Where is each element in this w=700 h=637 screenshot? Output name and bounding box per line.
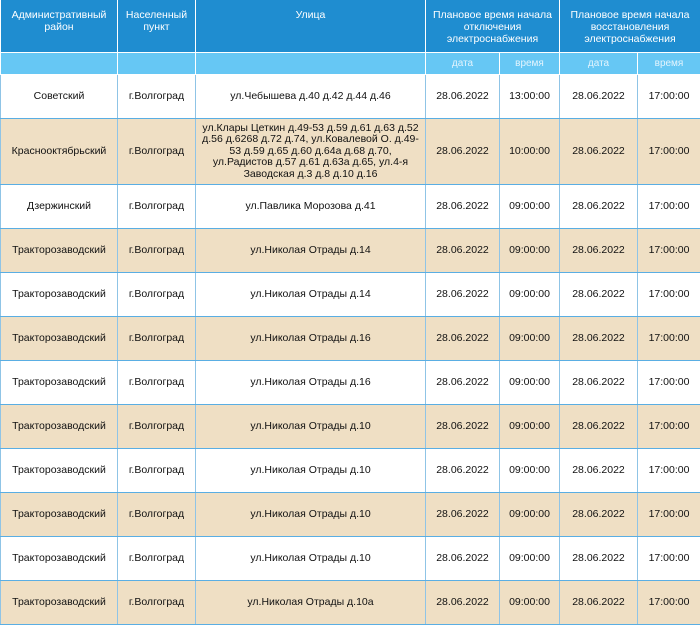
cell-district: Тракторозаводский	[1, 537, 118, 581]
cell-off-date: 28.06.2022	[426, 405, 500, 449]
cell-off-date: 28.06.2022	[426, 229, 500, 273]
cell-off-time: 09:00:00	[500, 493, 560, 537]
cell-off-time: 09:00:00	[500, 185, 560, 229]
header-off-time: Плановое время начала отключения электроснабжения	[426, 0, 560, 53]
cell-off-time: 09:00:00	[500, 537, 560, 581]
cell-on-time: 17:00:00	[638, 119, 700, 185]
table-row	[1, 273, 700, 317]
table-body	[1, 75, 700, 625]
table-row	[1, 361, 700, 405]
cell-locality: г.Волгоград	[118, 273, 196, 317]
cell-street: ул.Николая Отрады д.14	[196, 229, 426, 273]
table-row	[1, 229, 700, 273]
table-row	[1, 317, 700, 361]
cell-off-date: 28.06.2022	[426, 361, 500, 405]
cell-off-date: 28.06.2022	[426, 581, 500, 625]
cell-on-date: 28.06.2022	[560, 405, 638, 449]
cell-on-time: 17:00:00	[638, 273, 700, 317]
cell-district: Тракторозаводский	[1, 493, 118, 537]
cell-on-time: 17:00:00	[638, 361, 700, 405]
table-row	[1, 75, 700, 119]
cell-street: ул.Николая Отрады д.10	[196, 405, 426, 449]
cell-locality: г.Волгоград	[118, 317, 196, 361]
cell-on-time: 17:00:00	[638, 537, 700, 581]
cell-off-time: 09:00:00	[500, 581, 560, 625]
subheader-empty	[196, 53, 426, 75]
table-row	[1, 449, 700, 493]
cell-district: Тракторозаводский	[1, 405, 118, 449]
cell-locality: г.Волгоград	[118, 229, 196, 273]
cell-street: ул.Клары Цеткин д.49-53 д.59 д.61 д.63 д.52 д.56 д.6268 д.72 д.74, ул.Ковалевой О. д.49-53 д.59 д.65 д.60 д.64а д.68 д.70, ул.Радистов д.57 д.61 д.63а д.65, ул.4-я Заводская д.3 д.8 д.10 д.16	[196, 119, 426, 185]
cell-street: ул.Николая Отрады д.10	[196, 537, 426, 581]
cell-on-time: 17:00:00	[638, 493, 700, 537]
cell-on-date: 28.06.2022	[560, 537, 638, 581]
cell-street: ул.Николая Отрады д.14	[196, 273, 426, 317]
cell-off-time: 09:00:00	[500, 317, 560, 361]
cell-district: Тракторозаводский	[1, 361, 118, 405]
cell-district: Тракторозаводский	[1, 581, 118, 625]
table-row	[1, 185, 700, 229]
table-row	[1, 537, 700, 581]
cell-on-time: 17:00:00	[638, 75, 700, 119]
cell-locality: г.Волгоград	[118, 75, 196, 119]
cell-street: ул.Николая Отрады д.16	[196, 317, 426, 361]
cell-off-time: 09:00:00	[500, 273, 560, 317]
cell-off-date: 28.06.2022	[426, 185, 500, 229]
cell-district: Краснооктябрьский	[1, 119, 118, 185]
cell-off-date: 28.06.2022	[426, 493, 500, 537]
cell-on-date: 28.06.2022	[560, 273, 638, 317]
cell-off-date: 28.06.2022	[426, 119, 500, 185]
cell-off-date: 28.06.2022	[426, 449, 500, 493]
cell-district: Тракторозаводский	[1, 449, 118, 493]
cell-district: Тракторозаводский	[1, 273, 118, 317]
subheader-row	[1, 53, 700, 75]
table-row	[1, 119, 700, 185]
cell-street: ул.Павлика Морозова д.41	[196, 185, 426, 229]
table-row	[1, 493, 700, 537]
cell-off-date: 28.06.2022	[426, 273, 500, 317]
cell-off-time: 09:00:00	[500, 405, 560, 449]
cell-street: ул.Николая Отрады д.16	[196, 361, 426, 405]
cell-on-time: 17:00:00	[638, 405, 700, 449]
cell-locality: г.Волгоград	[118, 493, 196, 537]
cell-street: ул.Чебышева д.40 д.42 д.44 д.46	[196, 75, 426, 119]
table-row	[1, 581, 700, 625]
header-district: Административный район	[1, 0, 118, 53]
cell-street: ул.Николая Отрады д.10	[196, 493, 426, 537]
cell-district: Дзержинский	[1, 185, 118, 229]
header-row	[1, 0, 700, 53]
cell-district: Советский	[1, 75, 118, 119]
cell-on-time: 17:00:00	[638, 449, 700, 493]
cell-district: Тракторозаводский	[1, 317, 118, 361]
cell-on-time: 17:00:00	[638, 317, 700, 361]
cell-street: ул.Николая Отрады д.10а	[196, 581, 426, 625]
cell-on-date: 28.06.2022	[560, 493, 638, 537]
table-header	[1, 0, 700, 75]
cell-on-time: 17:00:00	[638, 229, 700, 273]
cell-on-time: 17:00:00	[638, 581, 700, 625]
subheader-empty	[118, 53, 196, 75]
cell-locality: г.Волгоград	[118, 119, 196, 185]
header-on-time: Плановое время начала восстановления электроснабжения	[560, 0, 700, 53]
cell-on-date: 28.06.2022	[560, 581, 638, 625]
cell-street: ул.Николая Отрады д.10	[196, 449, 426, 493]
subheader-off-date: дата	[426, 53, 500, 75]
cell-off-time: 09:00:00	[500, 229, 560, 273]
cell-locality: г.Волгоград	[118, 185, 196, 229]
cell-district: Тракторозаводский	[1, 229, 118, 273]
cell-on-date: 28.06.2022	[560, 185, 638, 229]
table-row	[1, 405, 700, 449]
cell-on-date: 28.06.2022	[560, 119, 638, 185]
cell-off-time: 09:00:00	[500, 449, 560, 493]
subheader-off-time: время	[500, 53, 560, 75]
cell-on-date: 28.06.2022	[560, 229, 638, 273]
cell-off-time: 13:00:00	[500, 75, 560, 119]
cell-off-date: 28.06.2022	[426, 317, 500, 361]
cell-locality: г.Волгоград	[118, 405, 196, 449]
cell-locality: г.Волгоград	[118, 449, 196, 493]
subheader-empty	[1, 53, 118, 75]
cell-on-time: 17:00:00	[638, 185, 700, 229]
cell-off-time: 10:00:00	[500, 119, 560, 185]
cell-on-date: 28.06.2022	[560, 361, 638, 405]
cell-off-date: 28.06.2022	[426, 537, 500, 581]
cell-on-date: 28.06.2022	[560, 75, 638, 119]
cell-locality: г.Волгоград	[118, 361, 196, 405]
subheader-on-date: дата	[560, 53, 638, 75]
cell-locality: г.Волгоград	[118, 581, 196, 625]
cell-locality: г.Волгоград	[118, 537, 196, 581]
cell-on-date: 28.06.2022	[560, 317, 638, 361]
cell-off-time: 09:00:00	[500, 361, 560, 405]
cell-off-date: 28.06.2022	[426, 75, 500, 119]
subheader-on-time: время	[638, 53, 700, 75]
header-locality: Населенный пункт	[118, 0, 196, 53]
header-street: Улица	[196, 0, 426, 53]
cell-on-date: 28.06.2022	[560, 449, 638, 493]
